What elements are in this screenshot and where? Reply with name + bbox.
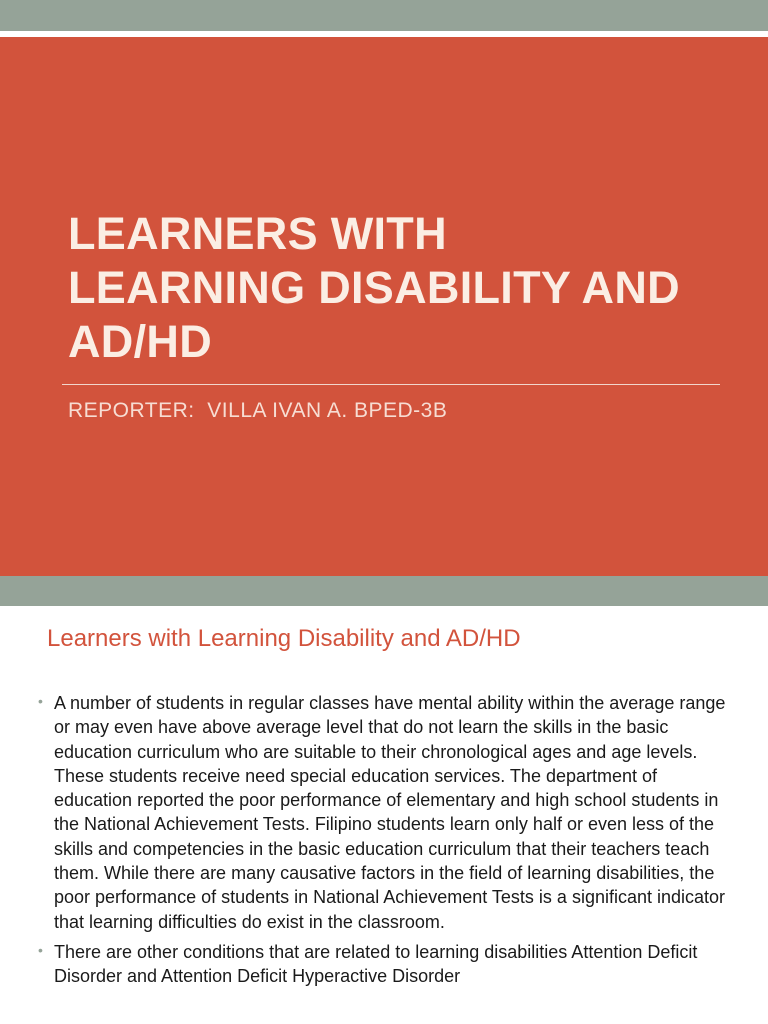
bullet-item — [38, 940, 738, 989]
reporter-subtitle: REPORTER: VILLA IVAN A. BPED-3B — [68, 399, 448, 422]
bullet-item — [38, 691, 738, 934]
content-slide — [0, 576, 768, 1024]
top-band — [0, 0, 768, 31]
slide-title — [68, 207, 748, 369]
bullet-dot-icon: • — [38, 693, 43, 709]
top-divider — [0, 31, 768, 37]
title-rule — [62, 384, 720, 385]
top-band — [0, 576, 768, 606]
bullet-text: A number of students in regular classes have mental ability within the average range or may even have above average level that do not learn the skills in the basic education curriculum who are suitable to their chronological ages and age levels. These students receive need special education services. The department of education reported the poor performance of elementary and high school students in the National Achievement Tests. Filipino students learn only half or even less of the skills and competencies in the basic education curriculum that their teachers teach them. While there are many causative factors in the field of learning disabilities, the poor performance of students in National Achievement Tests is a significant indicator that learning difficulties do exist in the classroom. — [54, 693, 726, 932]
title-line-2: LEARNING DISABILITY AND — [68, 262, 680, 313]
bullet-list — [38, 691, 738, 995]
bullet-text: There are other conditions that are related to learning disabilities Attention Deficit Disorder and Attention Deficit Hyperactive Disorder — [54, 941, 698, 987]
title-line-3: AD/HD — [68, 316, 212, 367]
bullet-dot-icon: • — [38, 941, 43, 958]
slide-heading: Learners with Learning Disability and AD/HD — [47, 625, 521, 652]
title-line-1: LEARNERS WITH — [68, 208, 447, 259]
